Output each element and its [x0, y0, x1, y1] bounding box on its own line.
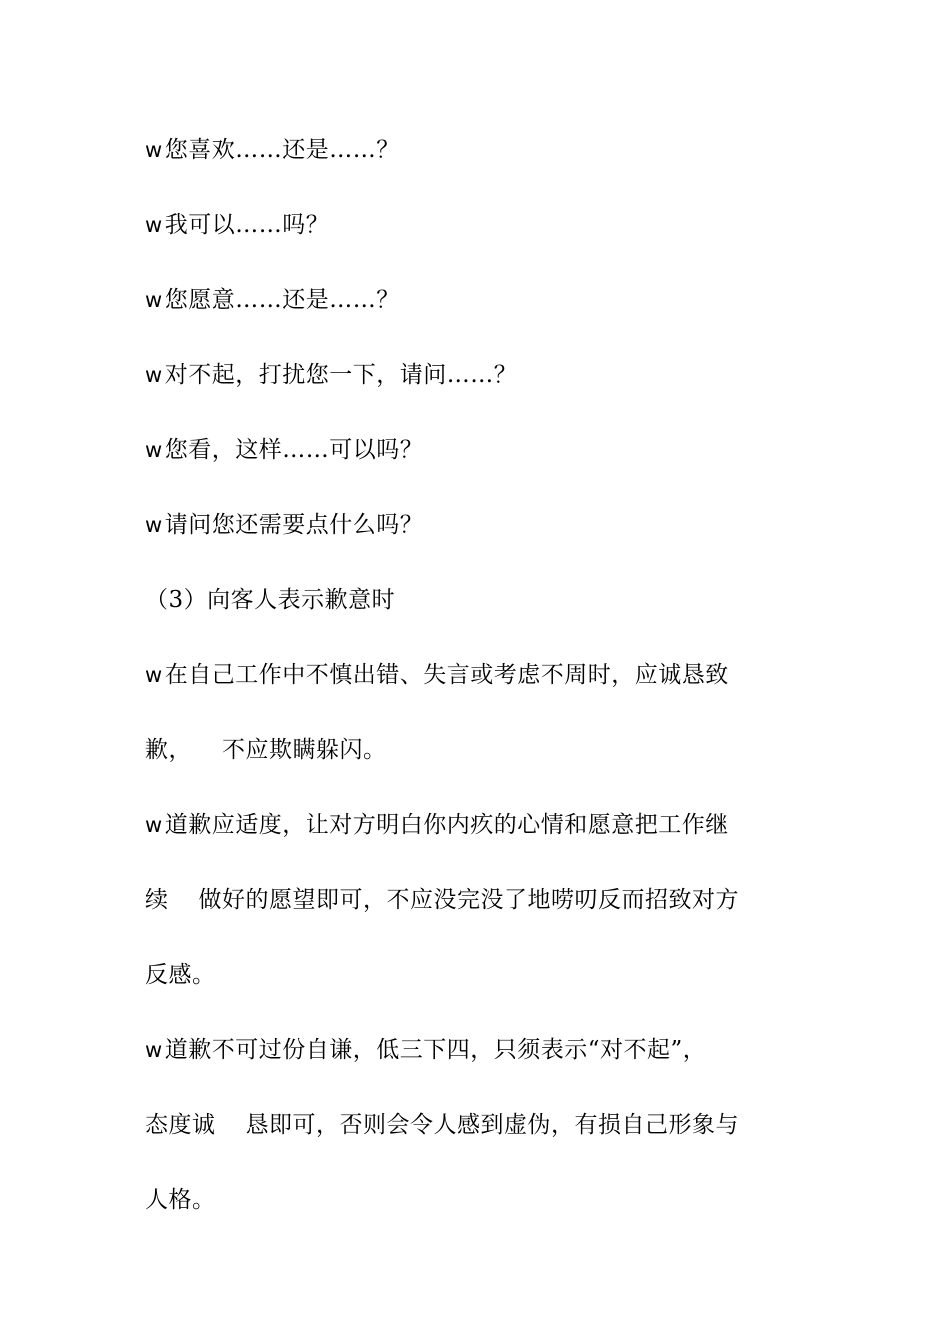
bullet-marker: w: [145, 813, 163, 837]
list-item: [145, 135, 825, 165]
list-item: [145, 510, 825, 540]
bullet-marker: w: [145, 213, 163, 237]
list-item-text: 您喜欢……还是……？: [164, 137, 400, 163]
list-item: [145, 435, 825, 465]
paragraph-text: 做好的愿望即可，不应没完没了地唠叨反而招致对方: [198, 887, 739, 913]
paragraph-text: 在自己工作中不慎出错、失言或考虑不周时，应诚恳致: [164, 662, 729, 688]
paragraph-line: [145, 810, 825, 840]
paragraph-text: 态度诚: [145, 1112, 216, 1138]
bullet-marker: w: [145, 288, 163, 312]
list-item-text: 您愿意……还是……？: [164, 287, 400, 313]
paragraph-line: [145, 660, 825, 690]
paragraph-text: 恳即可，否则会令人感到虚伪，有损自己形象与: [245, 1112, 739, 1138]
bullet-marker: w: [145, 513, 163, 537]
paragraph-line: [145, 960, 825, 990]
paragraph-text: 续: [145, 887, 169, 913]
paragraph-line: [145, 1110, 825, 1140]
list-item: [145, 285, 825, 315]
list-item-text: 您看，这样……可以吗？: [164, 437, 424, 463]
paragraph-text: 不应欺瞒躲闪。: [222, 737, 387, 763]
paragraph-text: 人格。: [145, 1187, 216, 1213]
paragraph-text: 歉，: [145, 737, 192, 763]
list-item: [145, 210, 825, 240]
paragraph-text: 道歉不可过份自谦，低三下四，只须表示“对不起”，: [164, 1037, 707, 1063]
list-item-text: 我可以……吗？: [164, 212, 330, 238]
paragraph-text: 道歉应适度，让对方明白你内疚的心情和愿意把工作继: [164, 812, 729, 838]
bullet-marker: w: [145, 1038, 163, 1062]
paragraph-line: [145, 735, 825, 765]
paragraph-text: 反感。: [145, 962, 216, 988]
paragraph-line: [145, 885, 825, 915]
bullet-marker: w: [145, 363, 163, 387]
bullet-marker: w: [145, 663, 163, 687]
list-item-text: 请问您还需要点什么吗？: [164, 512, 424, 538]
bullet-marker: w: [145, 438, 163, 462]
list-item-text: 对不起，打扰您一下，请问……？: [164, 362, 518, 388]
list-item: [145, 360, 825, 390]
paragraph-line: [145, 1185, 825, 1215]
section-heading: （3）向客人表示歉意时: [145, 587, 396, 613]
paragraph-line: [145, 1035, 825, 1065]
bullet-marker: w: [145, 138, 163, 162]
